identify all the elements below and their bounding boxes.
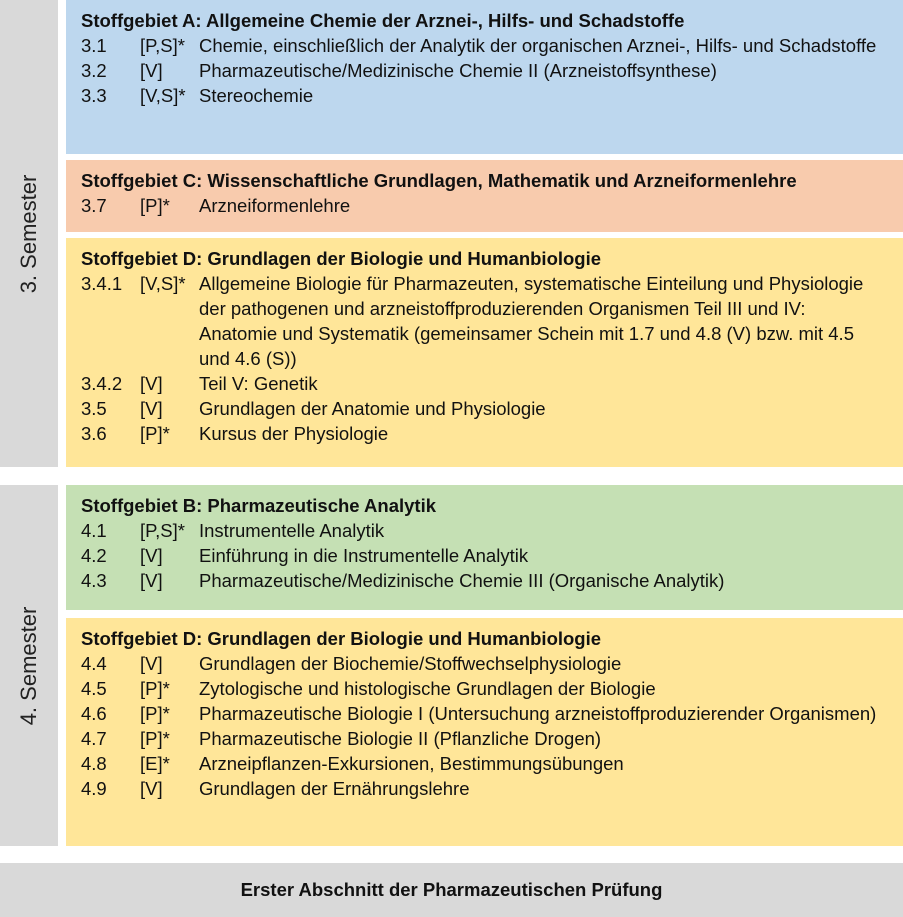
block-title: Stoffgebiet C: Wissenschaftliche Grundlagen, Mathematik und Arzneiformenlehre [81, 170, 797, 191]
course-code: 4.8 [81, 753, 107, 774]
course-title: Grundlagen der Anatomie und Physiologie [199, 398, 546, 419]
course-tag: [P,S]* [140, 520, 185, 541]
course-tag: [V,S]* [140, 273, 186, 294]
course-code: 4.4 [81, 653, 107, 674]
course-code: 3.4.1 [81, 273, 123, 294]
course-title: Pharmazeutische/Medizinische Chemie III (Organische Analytik) [199, 570, 725, 591]
course-row [81, 726, 903, 751]
course-title: Grundlagen der Ernährungslehre [199, 778, 470, 799]
block-title: Stoffgebiet A: Allgemeine Chemie der Arznei-, Hilfs- und Schadstoffe [81, 10, 685, 31]
course-code: 3.3 [81, 85, 107, 106]
course-title: Pharmazeutische Biologie I (Untersuchung arzneistoffproduzierender Organismen) [199, 703, 877, 724]
course-row [81, 33, 903, 58]
course-tag: [V,S]* [140, 85, 186, 106]
course-row [81, 396, 903, 421]
course-row [81, 271, 903, 371]
semester-4-label-text: 4. Semester [16, 606, 41, 725]
course-code: 4.3 [81, 570, 107, 591]
semester-3-label [0, 0, 58, 467]
course-title: Pharmazeutische/Medizinische Chemie II (Arzneistoffsynthese) [199, 60, 717, 81]
course-tag: [P]* [140, 195, 170, 216]
course-tag: [P,S]* [140, 35, 185, 56]
stoffgebiet-d-block-sem3 [66, 238, 903, 467]
block-title: Stoffgebiet D: Grundlagen der Biologie und Humanbiologie [81, 248, 602, 269]
block-title: Stoffgebiet B: Pharmazeutische Analytik [81, 495, 436, 516]
course-row [81, 83, 903, 108]
semester-3-label-text: 3. Semester [16, 174, 41, 293]
course-tag: [V] [140, 398, 163, 419]
footer-text: Erster Abschnitt der Pharmazeutischen Prüfung [240, 879, 663, 900]
exam-footer [0, 863, 903, 917]
course-code: 3.6 [81, 423, 107, 444]
course-code: 4.5 [81, 678, 107, 699]
course-row [81, 371, 903, 396]
semester-4-label [0, 485, 58, 846]
stoffgebiet-a-block [66, 0, 903, 154]
course-code: 3.5 [81, 398, 107, 419]
course-row [81, 676, 903, 701]
course-code: 4.9 [81, 778, 107, 799]
course-title: Pharmazeutische Biologie II (Pflanzliche Drogen) [199, 728, 602, 749]
course-title: Arzneipflanzen-Exkursionen, Bestimmungsübungen [199, 753, 624, 774]
course-row [81, 776, 903, 801]
course-tag: [V] [140, 373, 163, 394]
course-row [81, 568, 903, 593]
course-tag: [V] [140, 778, 163, 799]
course-code: 4.7 [81, 728, 107, 749]
course-title: Arzneiformenlehre [199, 195, 351, 216]
course-tag: [P]* [140, 703, 170, 724]
course-code: 3.7 [81, 195, 107, 216]
block-title: Stoffgebiet D: Grundlagen der Biologie und Humanbiologie [81, 628, 602, 649]
course-row [81, 701, 903, 726]
course-code: 3.1 [81, 35, 107, 56]
course-row [81, 58, 903, 83]
course-tag: [V] [140, 60, 163, 81]
course-tag: [V] [140, 545, 163, 566]
course-tag: [E]* [140, 753, 170, 774]
course-title: Allgemeine Biologie für Pharmazeuten, systematische Einteilung und Physiologie der pathogenen und arzneistoffproduzierenden Organismen Teil III und IV: Anatomie und Systematik (gemeinsamer Schein mit 1.7 und 4.8 (V) bzw. mit 4.5 und 4.6 (S)) [199, 273, 864, 369]
course-title: Chemie, einschließlich der Analytik der organischen Arznei-, Hilfs- und Schadstoffe [199, 35, 877, 56]
course-tag: [P]* [140, 678, 170, 699]
course-title: Einführung in die Instrumentelle Analytik [199, 545, 529, 566]
course-title: Stereochemie [199, 85, 314, 106]
course-tag: [P]* [140, 728, 170, 749]
course-row [81, 543, 903, 568]
course-row [81, 193, 903, 218]
stoffgebiet-c-block [66, 160, 903, 232]
course-tag: [V] [140, 570, 163, 591]
course-tag: [P]* [140, 423, 170, 444]
course-code: 3.2 [81, 60, 107, 81]
course-row [81, 421, 903, 446]
course-title: Grundlagen der Biochemie/Stoffwechselphysiologie [199, 653, 622, 674]
course-code: 4.6 [81, 703, 107, 724]
course-tag: [V] [140, 653, 163, 674]
course-code: 4.2 [81, 545, 107, 566]
course-code: 3.4.2 [81, 373, 123, 394]
course-row [81, 651, 903, 676]
course-title: Zytologische und histologische Grundlagen der Biologie [199, 678, 656, 699]
course-code: 4.1 [81, 520, 107, 541]
course-title: Kursus der Physiologie [199, 423, 389, 444]
course-row [81, 751, 903, 776]
course-row [81, 518, 903, 543]
course-title: Instrumentelle Analytik [199, 520, 385, 541]
stoffgebiet-d-block-sem4 [66, 618, 903, 846]
stoffgebiet-b-block [66, 485, 903, 610]
course-title: Teil V: Genetik [199, 373, 318, 394]
